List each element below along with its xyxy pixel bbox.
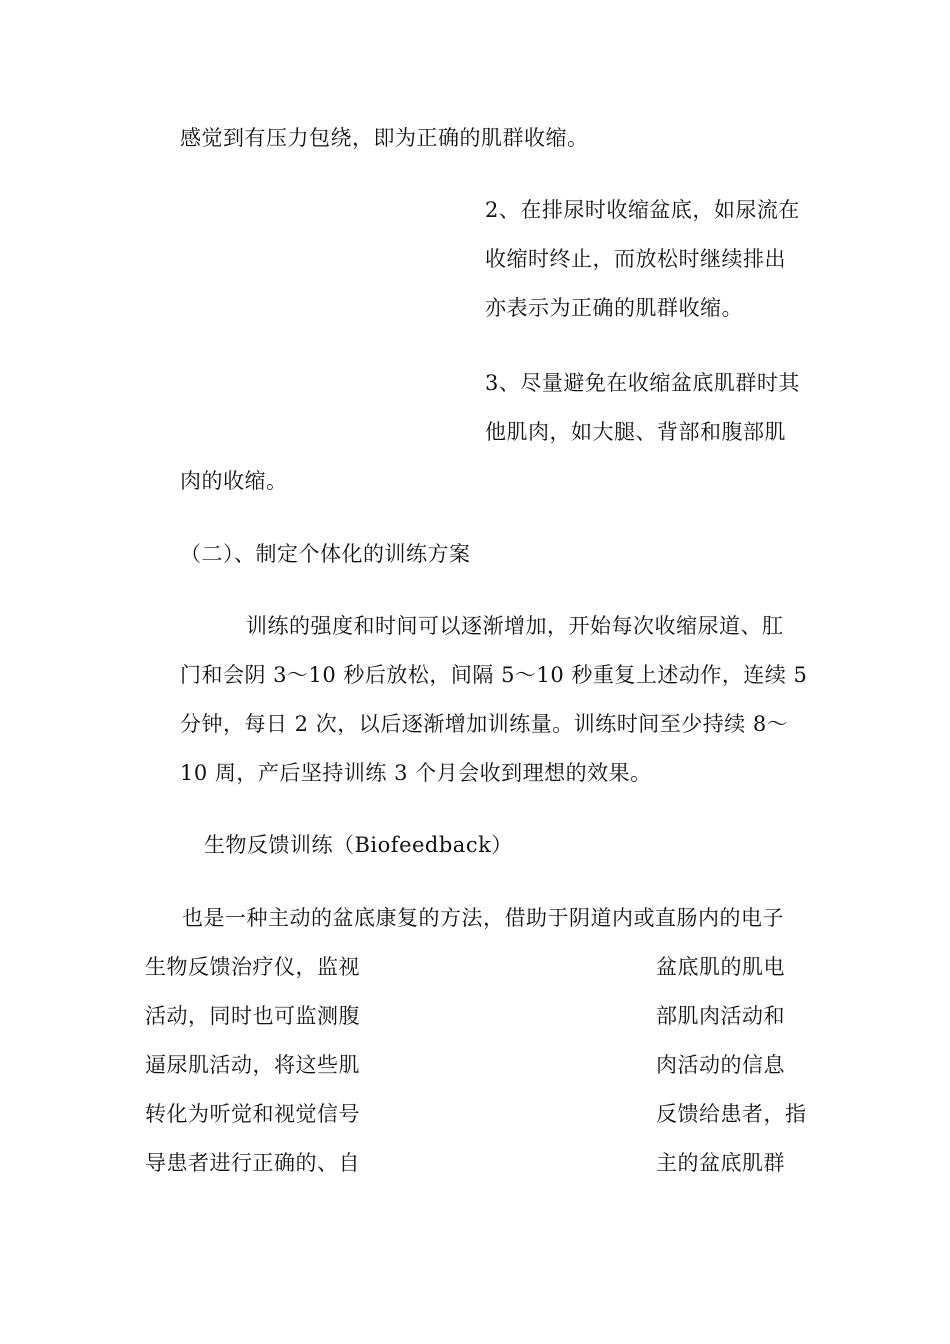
- biofeedback-left-5: 导患者进行正确的、自: [145, 1151, 360, 1175]
- training-line-2: 门和会阴 3～10 秒后放松，间隔 5～10 秒重复上述动作，连续 5: [180, 663, 808, 687]
- biofeedback-left-1: 生物反馈治疗仪，监视: [145, 955, 360, 979]
- item2-line-1: 2、在排尿时收缩盆底，如尿流在: [485, 198, 800, 222]
- item3-line-2: 他肌肉，如大腿、背部和腹部肌: [485, 420, 786, 444]
- biofeedback-right-2: 部肌肉活动和: [656, 1004, 785, 1028]
- intro-line: 感觉到有压力包绕，即为正确的肌群收缩。: [180, 126, 589, 150]
- biofeedback-first-line: 也是一种主动的盆底康复的方法，借助于阴道内或直肠内的电子: [182, 906, 784, 930]
- training-line-3: 分钟，每日 2 次，以后逐渐增加训练量。训练时间至少持续 8～: [180, 712, 789, 736]
- training-line-4: 10 周，产后坚持训练 3 个月会收到理想的效果。: [180, 761, 652, 785]
- biofeedback-right-4: 反馈给患者，指: [656, 1102, 807, 1126]
- section-heading: （二）、制定个体化的训练方案: [180, 542, 471, 566]
- biofeedback-left-2: 活动，同时也可监测腹: [145, 1004, 360, 1028]
- training-line-1: 训练的强度和时间可以逐渐增加，开始每次收缩尿道、肛: [246, 614, 784, 638]
- biofeedback-right-1: 盆底肌的肌电: [656, 955, 785, 979]
- biofeedback-heading: 生物反馈训练（Biofeedback）: [204, 833, 513, 857]
- item3-line-1: 3、尽量避免在收缩盆底肌群时其: [485, 371, 800, 395]
- item3-line-3: 肉的收缩。: [180, 469, 288, 493]
- biofeedback-left-3: 逼尿肌活动，将这些肌: [145, 1053, 360, 1077]
- biofeedback-right-3: 肉活动的信息: [656, 1053, 785, 1077]
- biofeedback-left-4: 转化为听觉和视觉信号: [145, 1102, 360, 1126]
- item2-line-3: 亦表示为正确的肌群收缩。: [485, 296, 743, 320]
- biofeedback-right-5: 主的盆底肌群: [656, 1151, 785, 1175]
- item2-line-2: 收缩时终止，而放松时继续排出: [485, 247, 786, 271]
